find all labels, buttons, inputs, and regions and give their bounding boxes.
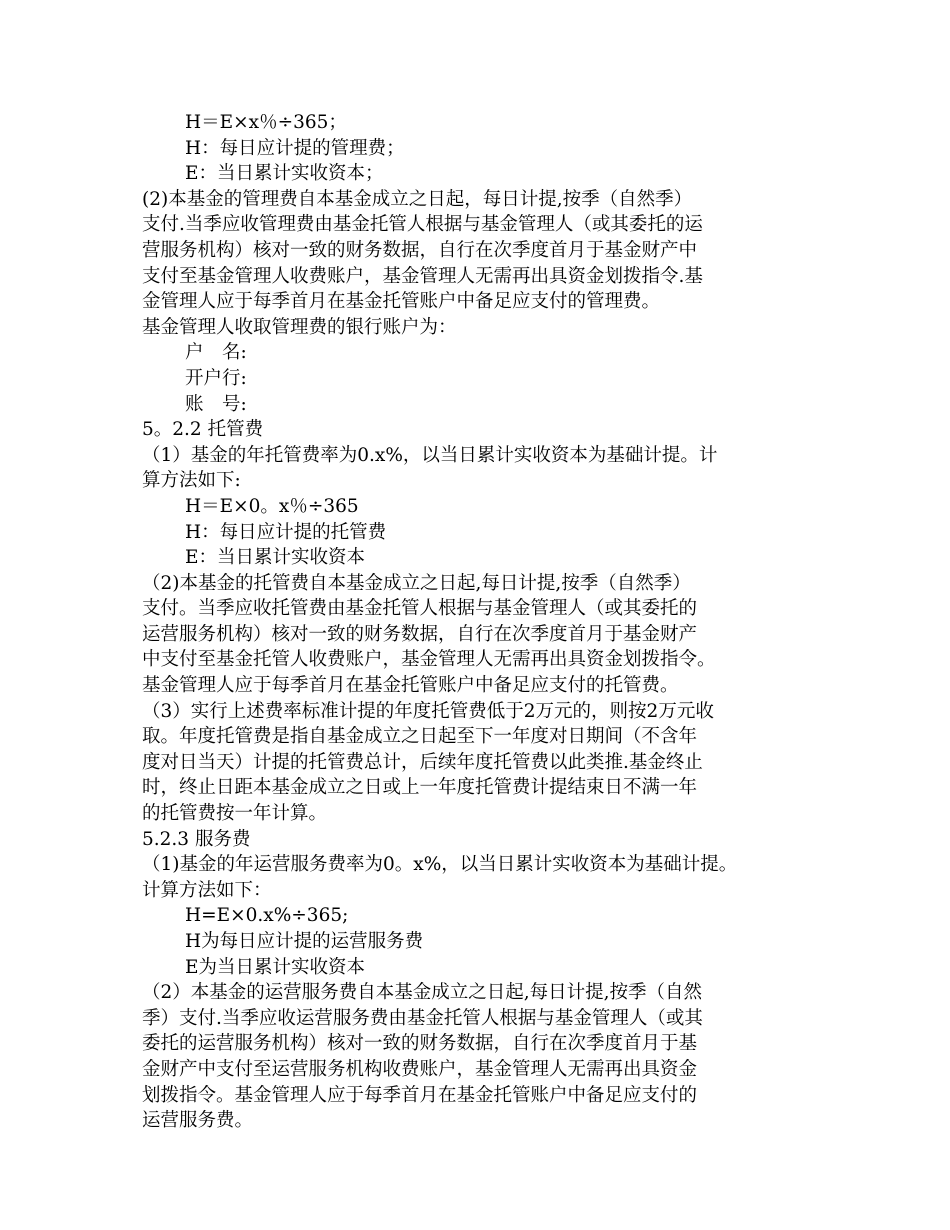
text-line: 5。2.2 托管费 (142, 419, 264, 441)
text-line: 基金管理人收取管理费的银行账户为： (142, 316, 457, 338)
text-line: (2)本基金的管理费自本基金成立之日起，每日计提,按季（自然季） (142, 188, 693, 210)
text-line: 划拨指令。基金管理人应于每季首月在基金托管账户中备足应支付的 (142, 1084, 698, 1106)
text-line: 开户行: (185, 367, 247, 389)
text-line: （1)基金的年运营服务费率为0。x%，以当日累计实收资本为基础计提。 (142, 854, 738, 876)
text-line: H＝E×0。x％÷365 (185, 495, 359, 517)
text-line: H：每日应计提的管理费； (185, 137, 405, 159)
text-line: H=E×0.x%÷365; (185, 905, 349, 927)
text-line: 季）支付.当季应收运营服务费由基金托管人根据与基金管理人（或其 (142, 1007, 703, 1029)
document-body (142, 110, 832, 1134)
text-line: 中支付至基金托管人收费账户，基金管理人无需再出具资金划拨指令。 (142, 649, 716, 671)
text-line: 支付.当季应收管理费由基金托管人根据与基金管理人（或其委托的运 (142, 214, 703, 236)
text-line: （1）基金的年托管费率为0.x%，以当日累计实收资本为基础计提。计 (142, 444, 718, 466)
text-line: 营服务机构）核对一致的财务数据，自行在次季度首月于基金财产中 (142, 239, 698, 261)
text-line: 户 名: (185, 342, 247, 364)
text-line: E为当日累计实收资本 (185, 956, 366, 978)
text-line: E：当日累计实收资本 (185, 547, 366, 569)
text-line: H＝E×x％÷365； (185, 112, 347, 133)
text-line: 金财产中支付至运营服务机构收费账户，基金管理人无需再出具资金 (142, 1058, 698, 1080)
text-line: 运营服务费。 (142, 1110, 254, 1132)
text-line: 基金管理人应于每季首月在基金托管账户中备足应支付的托管费。 (142, 675, 679, 697)
text-line: 运营服务机构）核对一致的财务数据，自行在次季度首月于基金财产 (142, 623, 698, 645)
text-line: 支付至基金管理人收费账户，基金管理人无需再出具资金划拨指令.基 (142, 265, 703, 287)
text-line: （2）本基金的运营服务费自本基金成立之日起,每日计提,按季（自然 (142, 982, 703, 1004)
text-line: E：当日累计实收资本； (185, 163, 384, 185)
text-line: 5.2.3 服务费 (142, 828, 251, 850)
text-line: 支付。当季应收托管费由基金托管人根据与基金管理人（或其委托的 (142, 598, 698, 620)
text-line: 金管理人应于每季首月在基金托管账户中备足应支付的管理费。 (142, 291, 661, 313)
text-line: （2)本基金的托管费自本基金成立之日起,每日计提,按季（自然季） (142, 572, 691, 594)
text-line: 账 号: (185, 393, 247, 415)
text-line: H：每日应计提的托管费 (185, 521, 387, 543)
text-line: 取。年度托管费是指自基金成立之日起至下一年度对日期间（不含年 (142, 726, 698, 748)
text-line: 算方法如下: (142, 470, 241, 492)
text-line: （3）实行上述费率标准计提的年度托管费低于2万元的，则按2万元收 (142, 700, 714, 722)
text-line: 计算方法如下： (142, 879, 272, 901)
text-line: 的托管费按一年计算。 (142, 803, 328, 825)
text-line: 度对日当天）计提的托管费总计，后续年度托管费以此类推.基金终止 (142, 751, 703, 773)
text-line: H为每日应计提的运营服务费 (185, 931, 424, 952)
text-line: 时，终止日距本基金成立之日或上一年度托管费计提结束日不满一年 (142, 777, 698, 799)
text-line: 委托的运营服务机构）核对一致的财务数据，自行在次季度首月于基 (142, 1033, 698, 1055)
